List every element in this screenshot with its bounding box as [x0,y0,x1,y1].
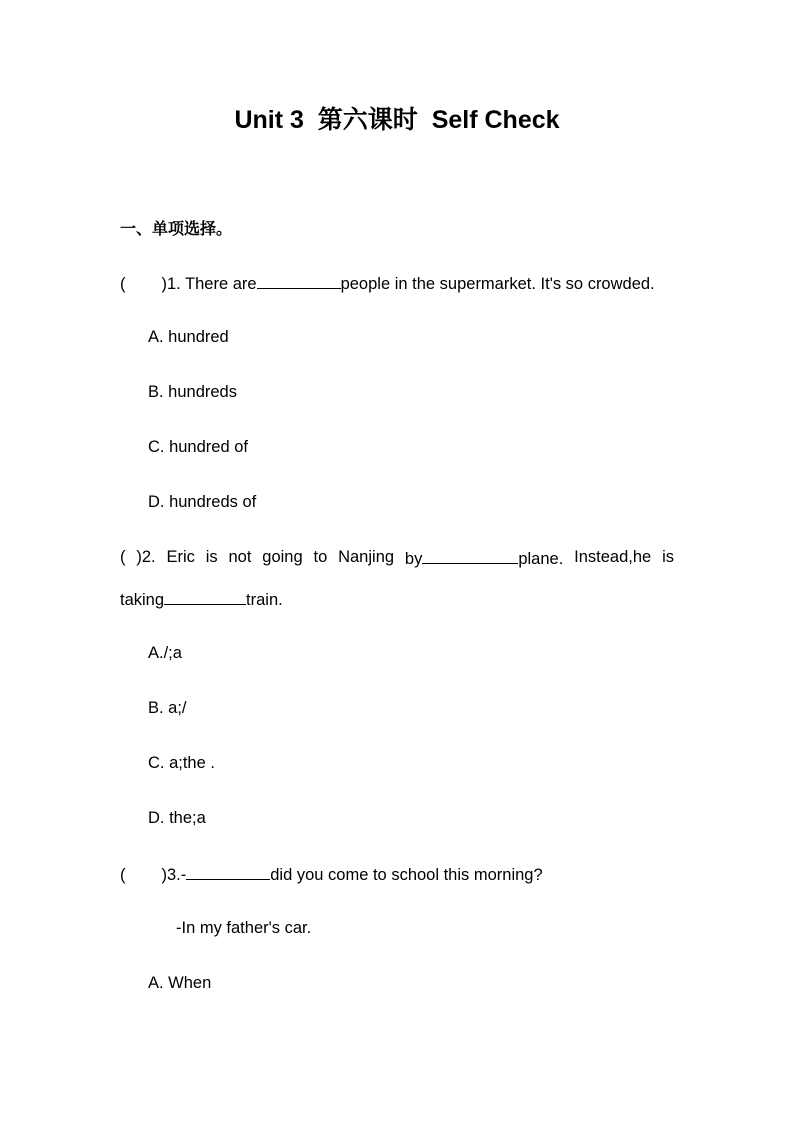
question-3-stem: )3.- [161,866,187,884]
option-a: A./;a [148,644,182,662]
fill-blank [164,588,246,605]
question-3-stem-end: did you come to school this morning? [270,866,543,884]
option-b: B. hundreds [148,383,237,401]
question-2 [120,547,674,569]
option-a: A. hundred [148,328,229,346]
option-b: B. a;/ [148,699,187,717]
question-2-continuation [120,588,283,610]
question-2-word: going [262,548,303,566]
option-d: D. hundreds of [148,493,257,511]
option-c: C. a;the . [148,754,215,772]
fill-blank [422,547,518,564]
question-2-word: plane. [518,550,564,568]
question-2-text-end: train. [246,591,283,609]
question-3 [120,863,543,885]
question-1-stem: )1. There are [161,275,257,293]
answer-paren-open: ( [120,548,126,566]
question-2-word: is [662,548,674,566]
question-1 [120,272,655,294]
answer-paren-open: ( [120,866,126,884]
question-2-word: Instead,he [574,548,652,566]
question-2-word: by [404,550,423,568]
option-d: D. the;a [148,809,206,827]
question-2-word: to [313,548,328,566]
section-heading: 一、单项选择。 [120,221,233,238]
page-title: Unit 3 第六课时 Self Check [234,106,560,134]
question-3-reply: -In my father's car. [176,919,312,937]
question-2-word: Nanjing [338,548,395,566]
question-2-word: is [205,548,218,566]
option-a: A. When [148,974,212,992]
option-c: C. hundred of [148,438,248,456]
fill-blank [257,272,341,289]
question-2-word: not [228,548,252,566]
question-2-word: )2. [136,548,156,566]
question-2-word: Eric [166,548,195,566]
question-2-text: taking [120,591,165,609]
answer-paren-open: ( [120,275,126,293]
question-1-stem-end: people in the supermarket. It's so crowded. [340,275,655,293]
fill-blank [186,863,270,880]
